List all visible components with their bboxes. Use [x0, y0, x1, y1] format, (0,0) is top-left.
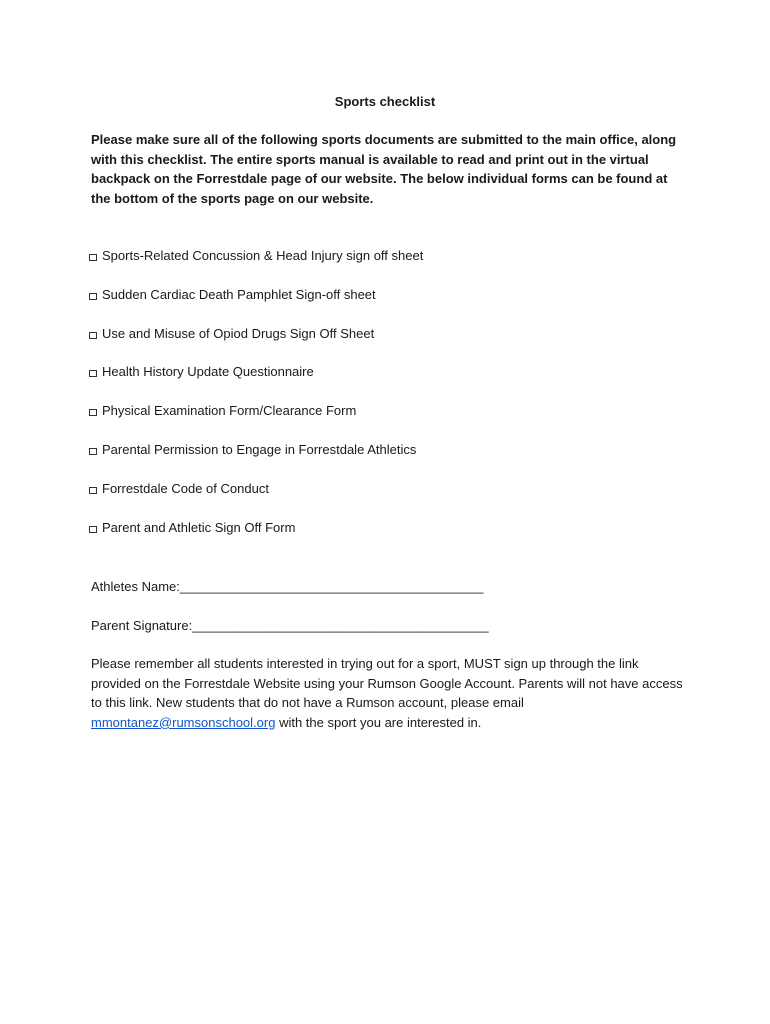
checkbox-icon	[89, 448, 97, 455]
checklist-item-label: Parental Permission to Engage in Forrestdale Athletics	[102, 441, 417, 457]
checklist-item-label: Sudden Cardiac Death Pamphlet Sign-off sheet	[102, 286, 376, 302]
closing-text: Please remember all students interested in trying out for a sport, MUST sign up through the link provided on the Forrestdale Website using your Rumson Google Account. Parents will not have access to this link. New students that do not have a Rumson account, please email	[91, 656, 683, 711]
checklist-item	[89, 246, 423, 285]
closing-tail: with the sport you are interested in.	[275, 714, 482, 730]
parent-signature-line: Parent Signature:_________________________________________	[91, 618, 489, 633]
checklist-item	[89, 401, 423, 440]
checklist-item-label: Use and Misuse of Opiod Drugs Sign Off Sheet	[102, 325, 375, 341]
checkbox-icon	[89, 487, 97, 494]
checklist	[89, 246, 423, 556]
athlete-name-line: Athletes Name:__________________________________________	[91, 579, 484, 594]
page-title: Sports checklist	[334, 94, 436, 109]
checkbox-icon	[89, 370, 97, 377]
checkbox-icon	[89, 332, 97, 339]
checklist-item-label: Sports-Related Concussion & Head Injury sign off sheet	[102, 248, 424, 263]
checklist-item	[89, 285, 423, 324]
checklist-item-label: Physical Examination Form/Clearance Form	[102, 403, 357, 419]
intro-paragraph: Please make sure all of the following sports documents are submitted to the main office, along with this checklist. The entire sports manual is available to read and print out in the virtual backpack on the Forrestdale page of our website. The below individual forms can be found at the bottom of the sports page on our website.	[91, 132, 677, 206]
checkbox-icon	[89, 293, 97, 300]
checkbox-icon	[89, 254, 97, 261]
email-link[interactable]: mmontanez@rumsonschool.org	[91, 714, 276, 730]
checklist-item-label: Forrestdale Code of Conduct	[102, 480, 269, 496]
checklist-item-label: Health History Update Questionnaire	[102, 364, 314, 380]
checkbox-icon	[89, 409, 97, 416]
closing-paragraph	[91, 654, 691, 732]
checklist-item	[89, 324, 423, 363]
checklist-item-label: Parent and Athletic Sign Off Form	[102, 519, 296, 535]
checklist-item	[89, 440, 423, 479]
checklist-item	[89, 479, 423, 518]
checklist-item	[89, 518, 423, 557]
checklist-item	[89, 362, 423, 401]
checkbox-icon	[89, 526, 97, 533]
